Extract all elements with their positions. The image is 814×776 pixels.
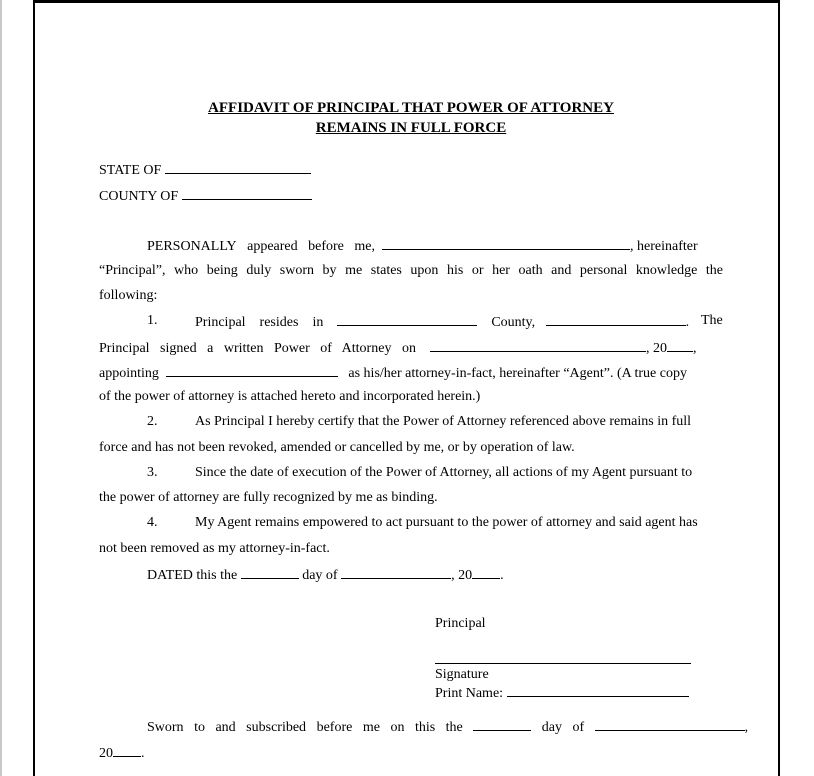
intro-line-3: following: bbox=[99, 288, 158, 303]
item-1-word: Principal bbox=[195, 315, 246, 330]
signature-label: Signature bbox=[435, 667, 489, 682]
sworn-line-1 bbox=[147, 718, 748, 736]
sworn-day-blank[interactable] bbox=[473, 718, 531, 731]
county-of-line bbox=[99, 187, 312, 205]
item-1-word: of bbox=[320, 341, 332, 356]
item-2-line-2: force and has not been revoked, amended or cancelled by me, or by operation of law. bbox=[99, 440, 575, 455]
sworn-word: and bbox=[215, 720, 236, 735]
intro-word: , hereinafter bbox=[630, 239, 698, 254]
item-3-line-1: Since the date of execution of the Power of Attorney, all actions of my Agent pursuant to bbox=[195, 465, 693, 480]
sworn-line-2 bbox=[99, 744, 145, 762]
sworn-year-blank[interactable] bbox=[113, 744, 141, 757]
item-4-line-1: My Agent remains empowered to act pursuant to the power of attorney and said agent has bbox=[195, 515, 698, 530]
item-2-number: 2. bbox=[147, 414, 158, 429]
poa-year-blank[interactable] bbox=[667, 339, 693, 352]
residence-blank[interactable] bbox=[337, 313, 477, 326]
dated-word: , 20 bbox=[451, 568, 473, 583]
item-1-word: in bbox=[312, 315, 324, 330]
intro-line-2: “Principal”, who being duly sworn by me states upon his or her oath and personal knowledge the bbox=[99, 263, 723, 278]
item-3-number: 3. bbox=[147, 465, 158, 480]
state-blank[interactable] bbox=[165, 161, 311, 174]
print-name-label: Print Name: bbox=[435, 686, 504, 701]
intro-word: appeared bbox=[247, 239, 298, 254]
document-title-line-1: AFFIDAVIT OF PRINCIPAL THAT POWER OF ATTORNEY bbox=[208, 100, 614, 116]
dated-month-blank[interactable] bbox=[341, 566, 451, 579]
sworn-word: Sworn bbox=[147, 720, 184, 735]
item-1-word: Principal bbox=[99, 341, 150, 356]
item-4-number: 4. bbox=[147, 515, 158, 530]
item-1-line-2 bbox=[99, 339, 696, 357]
sworn-word: before bbox=[316, 720, 353, 735]
state-residence-blank[interactable] bbox=[546, 313, 686, 326]
item-1-word: Power bbox=[273, 341, 310, 356]
dated-year-blank[interactable] bbox=[472, 566, 500, 579]
intro-word: me, bbox=[354, 239, 376, 254]
sworn-word: on bbox=[390, 720, 405, 735]
principal-label: Principal bbox=[435, 616, 486, 631]
item-1-word: a bbox=[207, 341, 214, 356]
print-name-blank[interactable] bbox=[507, 684, 689, 697]
item-2-line-1: As Principal I hereby certify that the Power of Attorney referenced above remains in full bbox=[195, 414, 692, 429]
sworn-word: . bbox=[141, 746, 145, 761]
sworn-word: to bbox=[194, 720, 205, 735]
county-of-label: COUNTY OF bbox=[99, 189, 179, 204]
state-of-line bbox=[99, 161, 311, 179]
signature-line[interactable] bbox=[435, 663, 691, 664]
agent-name-blank[interactable] bbox=[166, 364, 338, 377]
window-left-edge bbox=[0, 0, 2, 776]
intro-word: before bbox=[308, 239, 344, 254]
sworn-word: subscribed bbox=[246, 720, 307, 735]
sworn-word: , bbox=[744, 720, 749, 735]
item-3-line-2: the power of attorney are fully recognized by me as binding. bbox=[99, 490, 438, 505]
poa-date-blank[interactable] bbox=[430, 339, 646, 352]
item-1-word: . bbox=[685, 315, 690, 330]
dated-line bbox=[147, 566, 504, 584]
print-name-line bbox=[435, 684, 689, 702]
sworn-word: me bbox=[362, 720, 380, 735]
intro-line-1 bbox=[147, 237, 698, 255]
county-blank[interactable] bbox=[182, 187, 312, 200]
item-1-line-3 bbox=[99, 364, 687, 382]
item-1-word: signed bbox=[160, 341, 197, 356]
item-1-word: on bbox=[401, 341, 416, 356]
item-1-word: written bbox=[223, 341, 264, 356]
sworn-word: 20 bbox=[99, 746, 113, 761]
sworn-word: the bbox=[445, 720, 463, 735]
item-4-line-2: not been removed as my attorney-in-fact. bbox=[99, 541, 330, 556]
item-1-word: , 20 bbox=[645, 341, 667, 356]
intro-word: PERSONALLY bbox=[147, 239, 237, 254]
item-1-word: as his/her attorney-in-fact, hereinafter “Agent”. (A true copy bbox=[348, 366, 687, 381]
dated-word: day of bbox=[302, 568, 338, 583]
item-1-word: County, bbox=[491, 315, 536, 330]
sworn-month-blank[interactable] bbox=[595, 718, 745, 731]
dated-day-blank[interactable] bbox=[241, 566, 299, 579]
principal-name-blank[interactable] bbox=[382, 237, 630, 250]
document-title-line-2: REMAINS IN FULL FORCE bbox=[315, 120, 507, 136]
item-1-word: resides bbox=[259, 315, 299, 330]
dated-word: . bbox=[500, 568, 504, 583]
item-1-word: appointing bbox=[99, 366, 159, 381]
dated-label: DATED this the bbox=[147, 568, 238, 583]
item-1-number: 1. bbox=[147, 313, 158, 328]
document-page bbox=[33, 0, 780, 776]
item-1-word: Attorney bbox=[341, 341, 392, 356]
sworn-word: of bbox=[572, 720, 585, 735]
item-1-word: , bbox=[692, 341, 697, 356]
item-1-line-1 bbox=[195, 313, 689, 331]
item-1-line-4: of the power of attorney is attached hereto and incorporated herein.) bbox=[99, 389, 481, 404]
sworn-word: this bbox=[414, 720, 436, 735]
item-1-the: The bbox=[701, 313, 723, 328]
state-of-label: STATE OF bbox=[99, 163, 162, 178]
sworn-word: day bbox=[541, 720, 562, 735]
